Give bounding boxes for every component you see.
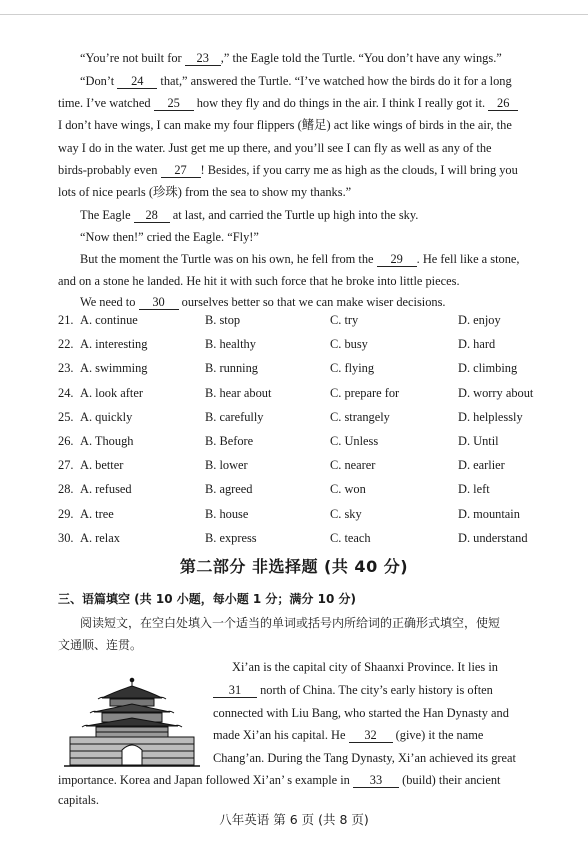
option-c: C. busy [330,337,368,352]
question-number: 30. [58,530,74,545]
option-b: B. house [205,506,249,521]
option-c: C. try [330,313,359,327]
blank-29: 29 [377,252,417,267]
option-d: D. enjoy [458,313,501,327]
option-a: A. quickly [80,409,133,424]
question-number: 29. [58,506,74,521]
top-rule [0,14,588,15]
option-b: B. stop [205,313,241,327]
text: The Eagle [80,208,134,222]
passage-line-9: “Now then!” cried the Eagle. “Fly!” [80,230,259,244]
option-b: B. express [205,530,257,545]
page-footer: 八年英语 第 6 页 (共 8 页) [219,812,369,827]
section-3-heading: 三、语篇填空 (共 10 小题，每小题 1 分；满分 10 分) [58,592,356,606]
question-number: 28. [58,482,74,497]
xian-line-2 [213,679,493,701]
option-a: A. relax [80,530,120,545]
text: ,” the Eagle told the Turtle. “You don’t have any wings.” [220,51,502,65]
option-a: A. look after [80,385,143,400]
option-d: D. earlier [458,458,505,473]
option-d: D. worry about [458,385,534,400]
xian-line-5: Chang’an. During the Tang Dynasty, Xi’an achieved its great [213,751,516,765]
text: (give) it the name [392,728,484,742]
blank-23: 23 [185,51,221,66]
option-a: A. refused [80,482,132,497]
text: at last, and carried the Turtle up high into the sky. [169,208,419,222]
text: (build) their ancient [398,773,501,787]
xian-line-6 [58,769,500,791]
passage-line-7: lots of nice pearls (珍珠) from the sea to show my thanks.” [58,185,352,199]
text: We need to [80,295,139,309]
passage-line-1 [80,47,502,69]
xian-line-1: Xi’an is the capital city of Shaanxi Province. It lies in [232,660,498,674]
option-b: B. agreed [205,482,253,497]
question-number: 22. [58,337,74,352]
option-a: A. tree [80,506,114,521]
option-a: A. interesting [80,337,148,352]
question-number: 25. [58,409,74,424]
question-number: 23. [58,361,74,376]
text: importance. Korea and Japan followed Xi’an’ s example in [58,773,353,787]
question-number: 27. [58,458,74,473]
text: made Xi’an his capital. He [213,728,349,742]
option-c: C. flying [330,361,375,376]
text: how they fly and do things in the air. I think I really got it. [193,96,489,110]
question-number: 21. [58,313,74,327]
option-d: D. Until [458,434,499,448]
blank-26: 26 [488,96,518,111]
option-a: A. better [80,458,124,473]
text: birds-probably even [58,163,161,177]
option-d: D. helplessly [458,409,523,424]
passage-line-4: I don’t have wings, I can make my four flippers (鳍足) act like wings of birds in the air, the [58,118,512,132]
option-a: A. swimming [80,361,148,376]
option-c: C. won [330,482,366,497]
option-c: C. prepare for [330,385,400,400]
option-d: D. left [458,482,490,497]
option-d: D. mountain [458,506,520,521]
passage-line-2 [80,70,512,92]
option-b: B. running [205,361,259,376]
text: “Don’t [80,74,118,88]
section-2-title: 第二部分 非选择题 (共 40 分) [179,557,409,576]
question-number: 24. [58,385,74,400]
option-c: C. sky [330,506,362,521]
passage-line-11: and on a stone he landed. He hit it with such force that he broke into little pieces. [58,274,460,288]
xian-line-7: capitals. [58,793,99,807]
text: north of China. The city’s early history is often [257,683,493,697]
option-b: B. healthy [205,337,256,352]
text: ourselves better so that we can make wiser decisions. [178,295,446,309]
blank-32: 32 [349,728,393,743]
option-d: D. hard [458,337,496,352]
blank-24: 24 [117,74,157,89]
xian-line-4 [213,724,483,746]
bell-tower-illustration [62,676,202,770]
question-number: 26. [58,434,74,448]
option-b: B. carefully [205,409,264,424]
section-3-instruction-1: 阅读短文，在空白处填入一个适当的单词或括号内所给词的正确形式填空，使短 [80,616,501,630]
option-c: C. teach [330,530,371,545]
option-c: C. Unless [330,434,379,448]
blank-33: 33 [353,773,399,788]
option-c: C. nearer [330,458,376,473]
option-c: C. strangely [330,409,390,424]
passage-line-12 [80,291,446,313]
blank-27: 27 [161,163,201,178]
option-b: B. lower [205,458,248,473]
blank-31: 31 [213,683,257,698]
text: “You’re not built for [80,51,185,65]
xian-line-3: connected with Liu Bang, who started the Han Dynasty and [213,706,509,720]
option-a: A. continue [80,313,138,327]
blank-28: 28 [134,208,170,223]
option-b: B. hear about [205,385,272,400]
text: that,” answered the Turtle. “I’ve watched how the birds do it for a long [157,74,512,88]
passage-line-5: way I do in the water. Just get me up there, and you’ll see I can fly as well as any of the [58,141,492,155]
blank-25: 25 [154,96,194,111]
text: ! Besides, if you carry me as high as the clouds, I will bring you [200,163,518,177]
option-d: D. climbing [458,361,518,376]
text: But the moment the Turtle was on his own, he fell from the [80,252,377,266]
section-3-instruction-2: 文通顺、连贯。 [58,638,143,652]
passage-line-10 [80,248,520,270]
text: . He fell like a stone, [416,252,520,266]
passage-line-3 [58,92,518,114]
passage-line-8 [80,204,418,226]
blank-30: 30 [139,295,179,310]
option-a: A. Though [80,434,134,448]
option-b: B. Before [205,434,254,448]
text: time. I’ve watched [58,96,154,110]
option-d: D. understand [458,530,528,545]
passage-line-6 [58,159,518,181]
